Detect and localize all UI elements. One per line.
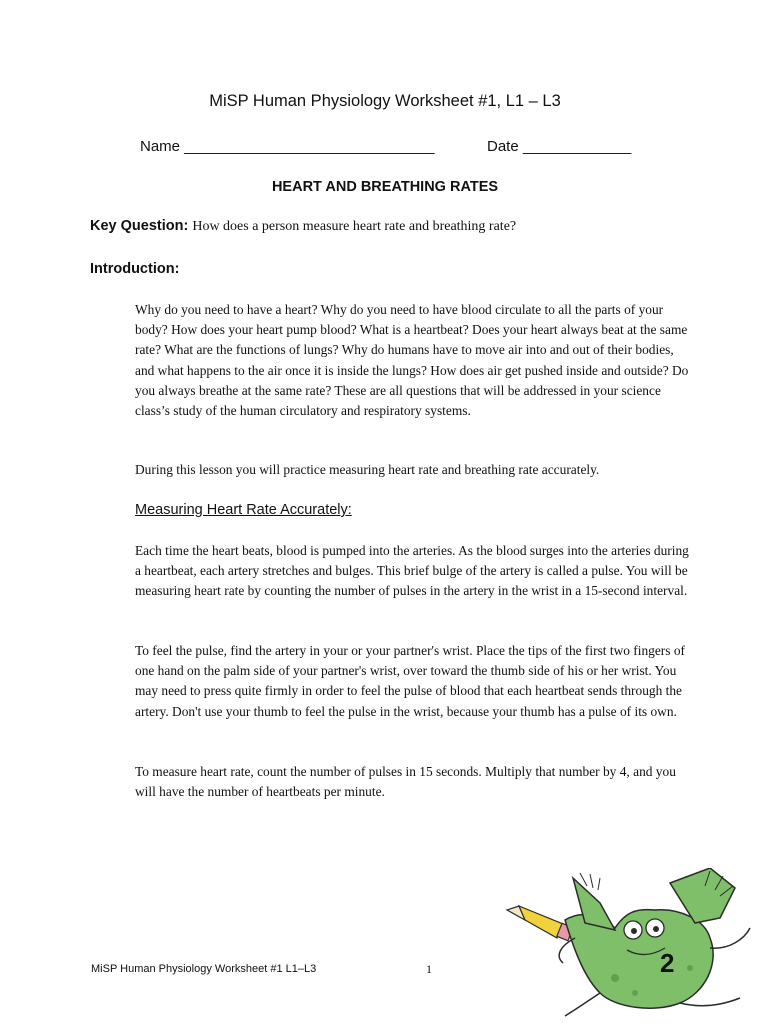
introduction-paragraph-2: During this lesson you will practice measuring heart rate and breathing rate accurately. xyxy=(135,462,600,477)
measuring-heading: Measuring Heart Rate Accurately: xyxy=(135,502,352,518)
measuring-paragraph-2: To feel the pulse, find the artery in your or your partner's wrist. Place the tips of the first two fingers of one hand on the palm side of your partner's wrist, over toward the thumb side of his or her wrist. You may need to press quite firmly in order to feel the pulse of blood that each heartbeat sends through the artery. Don't use your thumb to feel the pulse in the wrist, because your thumb has a pulse of its own. xyxy=(135,643,685,719)
frog-body xyxy=(559,868,750,1016)
footer-title: MiSP Human Physiology Worksheet #1 L1–L3 xyxy=(91,963,317,975)
key-question-label: Key Question: xyxy=(90,218,189,234)
frog-mascot-illustration xyxy=(505,868,765,1018)
section-heading: HEART AND BREATHING RATES xyxy=(271,179,499,195)
name-field: Name ______________________________ xyxy=(140,138,435,155)
measuring-paragraph-1: Each time the heart beats, blood is pumped into the arteries. As the blood surges into the arteries during a heartbeat, each artery stretches and bulges. This brief bulge of the artery is called a pulse. You will be measuring heart rate by counting the number of pulses in the artery in the wrist in a 15-second interval. xyxy=(135,543,689,599)
introduction-paragraph-1: Why do you need to have a heart? Why do you need to have blood circulate to all the parts of your body? How does your heart pump blood? What is a heartbeat? Does your heart always beat at the same rate? What are the functions of lungs? Why do humans have to move air into and out of their bodies, and what happens to the air once it is inside the lungs? How does air get pushed inside and outside? Do you always breathe at the same rate? These are all questions that will be addressed in your science class’s study of the human circulatory and respiratory systems. xyxy=(135,302,689,419)
key-question xyxy=(90,218,516,235)
pencil-icon xyxy=(507,906,573,941)
introduction-label: Introduction: xyxy=(90,261,180,277)
measuring-paragraph-3: To measure heart rate, count the number of pulses in 15 seconds. Multiply that number by 4, and you will have the number of heartbeats per minute. xyxy=(135,764,676,800)
key-question-text: How does a person measure heart rate and breathing rate? xyxy=(192,219,517,234)
page-number: 1 xyxy=(426,962,432,976)
mascot-number: 2 xyxy=(660,948,675,978)
date-field: Date _____________ xyxy=(487,138,632,155)
page-title: MiSP Human Physiology Worksheet #1, L1 – L3 xyxy=(209,92,561,110)
